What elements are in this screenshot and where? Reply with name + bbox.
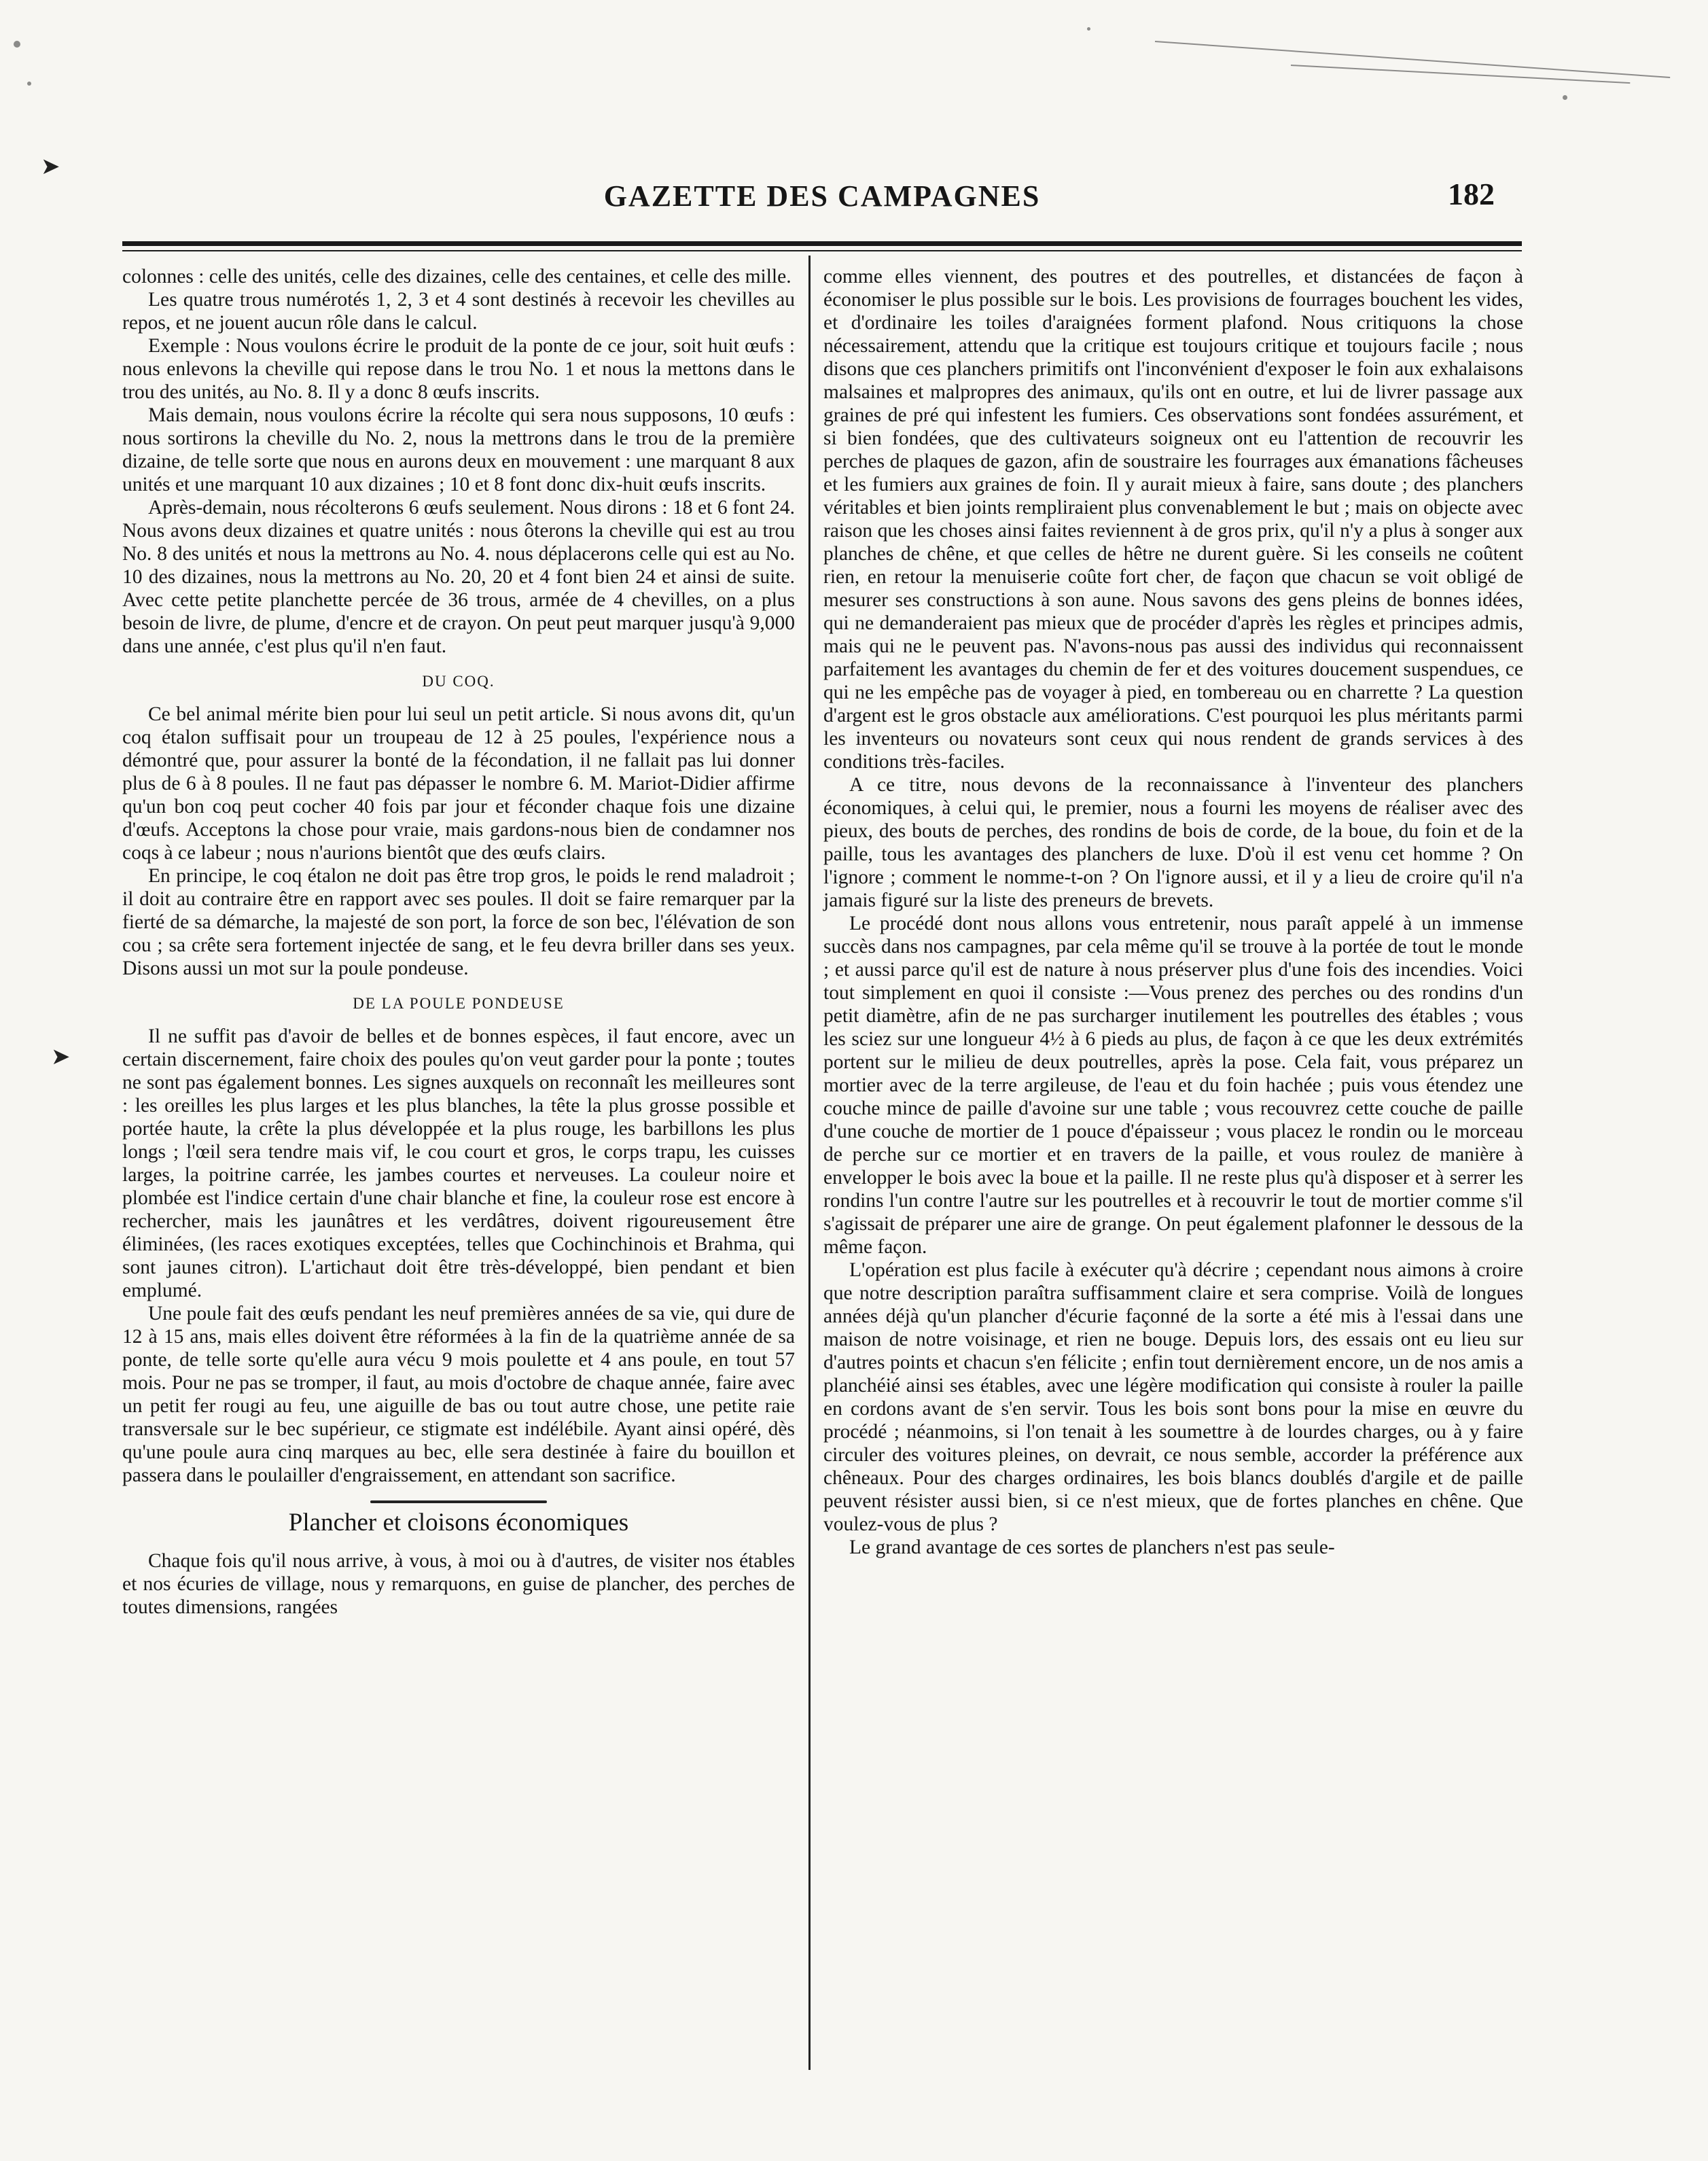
paragraph: Chaque fois qu'il nous arrive, à vous, à moi ou à d'autres, de visiter nos étables et nos écuries de village, nous y remarquons, en guise de plancher, des perches de toutes dimensions, rangées <box>122 1550 795 1618</box>
paragraph: Exemple : Nous voulons écrire le produit de la ponte de ce jour, soit huit œufs : nous enlevons la cheville qui repose dans le trou No. 1 et nous la mettons dans le trou des unités, au No. 8. Il y a donc 8 œufs inscrits. <box>122 335 795 403</box>
header-rule-thin <box>122 250 1522 251</box>
page-header <box>122 173 1522 221</box>
paragraph: Le procédé dont nous allons vous entretenir, nous paraît appelé à un immense succès dans nos campagnes, par cela même qu'il se trouve à la portée de tout le monde ; et aussi parce qu'il est de nature à nous préserver plus d'une fois des incendies. Voici tout simplement en quoi il consiste :—Vous prenez des perches ou des rondins d'un petit diamètre, afin de ne pas surcharger inutilement les poutrelles des étables ; vous les sciez sur une longueur 4½ à 6 pieds au plus, de façon à ce que les deux extrémités portent sur le milieu de deux poutrelles, après la pose. Cela fait, vous préparez un mortier avec de la terre argileuse, de l'eau et du foin hachée ; puis vous étendez une couche mince de paille d'avoine sur une table ; vous recouvrez cette couche de paille d'une couche de mortier de 1 pouce d'épaisseur ; vous placez le rondin ou le morceau de perche sur ce mortier et en travers de la paille, et vous roulez de manière à envelopper le bois avec la boue et la paille. Il ne reste plus qu'à disposer et à serrer les rondins l'un contre l'autre sur les poutrelles et à recouvrir le tout de mortier comme s'il s'agissait de préparer une aire de grange. On peut également plafonner le dessous de la même façon. <box>823 913 1523 1258</box>
paragraph: A ce titre, nous devons de la reconnaissance à l'inventeur des planchers économiques, à celui qui, le premier, nous a fourni les moyens de réaliser avec des pieux, des bouts de perches, des rondins de bois de corde, de la boue, du foin et de la paille, tous les avantages des planchers de luxe. D'où il est venu cet homme ? On l'ignore ; comment le nomme-t-on ? On l'ignore aussi, et il y a lieu de croire qu'il n'a jamais figuré sur la liste des preneurs de brevets. <box>823 774 1523 911</box>
paragraph: comme elles viennent, des poutres et des poutrelles, et distancées de façon à économiser le plus possible sur le bois. Les provisions de fourrages bouchent les vides, et d'ordinaire les toiles d'araignées forment plafond. Nous critiquons la chose nécessairement, attendu que la critique est toujours critique et toujours facile ; nous disons que ces planchers primitifs ont l'inconvénient d'exposer le foin aux exhalaisons malsaines et malpropres des animaux, qu'ils ont en outre, et lui de livrer passage aux graines de pré qui infestent les fumiers. Ces observations sont fondées assurément, et si bien fondées, que des cultivateurs soigneux ont eu l'attention de recouvrir les perches de plaques de gazon, afin de soustraire les fourrages aux émanations fâcheuses et les fumiers aux graines de foin. Il y aurait mieux à faire, sans doute ; des planchers véritables et bien joints rempliraient plus convenablement le but ; mais on objecte avec raison que les choses ainsi faites reviennent à de gros prix, qu'il n'y a plus à songer aux planches de chêne, et que celles de hêtre ne durent guère. Si les conseils ne coûtent rien, en retour la menuiserie coûte fort cher, de façon que chacun se voit obligé de mesurer ses constructions à son aune. Nous savons des gens pleins de bonnes idées, qui ne demanderaient pas mieux que de procéder d'après les règles et principes admis, mais qui ne le peuvent pas. N'avons-nous pas aussi des individus qui reconnaissent parfaitement les avantages du chemin de fer et des voitures doucement suspendues, ce qui ne les empêche pas de voyager à pied, en tombereau ou en charrette ? La question d'argent est le gros obstacle aux améliorations. C'est pourquoi les plus méritants parmi les inventeurs ou novateurs sont ceux qui nous rendent de grands services à des conditions très-faciles. <box>823 266 1523 773</box>
scan-streak <box>1155 41 1670 78</box>
right-column <box>823 265 1523 1559</box>
paragraph: Mais demain, nous voulons écrire la récolte qui sera nous supposons, 10 œufs : nous sortirons la cheville du No. 2, nous la mettrons dans le trou de la première dizaine, de telle sorte que nous en aurons deux en mouvement : une marquant 8 aux unités et une marquant 10 aux dizaines ; 10 et 8 font donc dix-huit œufs inscrits. <box>122 404 795 495</box>
paragraph: Le grand avantage de ces sortes de planchers n'est pas seule- <box>849 1536 1335 1558</box>
paragraph: Il ne suffit pas d'avoir de belles et de bonnes espèces, il faut encore, avec un certain discernement, faire choix des poules qu'on veut garder pour la ponte ; toutes ne sont pas également bonnes. Les signes auxquels on reconnaît les meilleures sont : les oreilles les plus larges et les plus blanches, la tête la plus grosse possible et portée haute, la crête la plus développée et la plus rouge, les barbillons les plus longs ; l'œil sera tendre mais vif, le cou court et gros, le corps trapu, les cuisses larges, la poitrine carrée, les jambes courtes et nerveuses. La couleur noire et plombée est l'indice certain d'une chair blanche et fine, la couleur rose est encore à rechercher, mais les jaunâtres et les verdâtres, doivent rigoureusement être éliminées, (les races exotiques exceptées, telles que Cochinchinois et Brahma, qui sont jaunes citron). L'artichaut doit être très-développé, bien pendant et bien emplumé. <box>122 1025 795 1301</box>
paragraph: colonnes : celle des unités, celle des dizaines, celle des centaines, et celle des mille. <box>122 266 791 287</box>
scan-speck <box>27 82 31 86</box>
paragraph: En principe, le coq étalon ne doit pas être trop gros, le poids le rend maladroit ; il doit au contraire être en rapport avec ses poules. Il doit se faire remarquer par la fierté de sa démarche, la majesté de son port, la force de son bec, l'élévation de son cou ; sa crête sera fortement injectée de sang, et le feu devra briller dans ses yeux. Disons aussi un mot sur la poule pondeuse. <box>122 865 795 979</box>
page-number: 182 <box>1448 177 1495 211</box>
section-heading-coq: DU COQ. <box>422 673 495 690</box>
column-divider <box>808 256 811 2070</box>
paragraph: Ce bel animal mérite bien pour lui seul un petit article. Si nous avons dit, qu'un coq étalon suffisait pour un troupeau de 12 à 25 poules, l'expérience nous a démontré que, pour assurer la bonté de la fécondation, il ne fallait pas lui donner plus de 6 à 8 poules. Il ne faut pas dépasser le nombre 6. M. Mariot-Didier affirme qu'un bon coq peut cocher 40 fois par jour et féconder chaque fois une dizaine d'œufs. Acceptons la chose pour vraie, mais gardons-nous bien de condamner nos coqs à ce labeur ; nous n'aurions bientôt que des œufs clairs. <box>122 703 795 864</box>
scan-speck <box>1087 27 1090 31</box>
article-title: Plancher et cloisons économiques <box>288 1509 629 1536</box>
margin-mark: ➤ <box>51 1044 71 1070</box>
header-rule <box>122 241 1522 246</box>
article-separator <box>370 1500 547 1503</box>
paragraph: Les quatre trous numérotés 1, 2, 3 et 4 sont destinés à recevoir les chevilles au repos, et ne jouent aucun rôle dans le calcul. <box>122 289 795 334</box>
paragraph: Après-demain, nous récolterons 6 œufs seulement. Nous dirons : 18 et 6 font 24. Nous avons deux dizaines et quatre unités : nous ôterons la cheville qui est au trou No. 8 des unités et nous la mettrons au No. 4. nous déplacerons celle qui est au No. 10 des dizaines, nous la mettrons au No. 20, 20 et 4 font bien 24 et ainsi de suite. Avec cette petite planchette percée de 36 trous, armée de 4 chevilles, on a plus besoin de livre, de plume, d'encre et de crayon. On peut peut marquer jusqu'à 9,000 dans une année, c'est plus qu'il n'en faut. <box>122 497 795 657</box>
running-title: GAZETTE DES CAMPAGNES <box>603 179 1041 213</box>
scan-speck <box>14 41 20 48</box>
margin-mark: ➤ <box>41 154 60 179</box>
section-heading-poule: DE LA POULE PONDEUSE <box>353 995 565 1012</box>
scan-speck <box>1563 95 1567 100</box>
paragraph: Une poule fait des œufs pendant les neuf premières années de sa vie, qui dure de 12 à 15 ans, mais elles doivent être réformées à la fin de la quatrième année de sa ponte, de telle sorte qu'elle aura vécu 9 mois poulette et 4 ans poule, en tout 57 mois. Pour ne pas se tromper, il faut, au mois d'octobre de chaque année, faire avec un petit fer rougi au feu, une aiguille de bas ou tout autre chose, une petite raie transversale sur le bec supérieur, ce stigmate est indélébile. Ayant ainsi opéré, dès qu'une poule aura cinq marques au bec, elle sera destinée à faire du bouillon et passera dans le poulailler d'engraissement, en attendant son sacrifice. <box>122 1303 795 1486</box>
scan-streak <box>1291 65 1630 84</box>
left-column <box>122 265 795 1619</box>
paragraph: L'opération est plus facile à exécuter qu'à décrire ; cependant nous aimons à croire que notre description paraîtra suffisamment claire et sera comprise. Voilà de longues années déjà qu'un plancher d'écurie façonné de la sorte a été mis à l'essai dans une maison de notre voisinage, et rien ne bouge. Depuis lors, des essais ont eu lieu sur d'autres points et chacun s'en félicite ; enfin tout dernièrement encore, un de nos amis a planchéié ainsi ses étables, avec une légère modification qui consiste à rouler la paille en cordons avant de s'en servir. Tous les bois sont bons pour la mise en œuvre du procédé ; néanmoins, si l'on tenait à les soumettre à de lourdes charges, ou à y faire circuler des voitures pleines, on devrait, ce nous semble, accorder la préférence aux chêneaux. Pour des charges ordinaires, les bois blancs doublés d'argile et de paille peuvent résister aussi bien, si ce n'est mieux, que de fortes planches en chêne. Que voulez-vous de plus ? <box>823 1259 1523 1535</box>
